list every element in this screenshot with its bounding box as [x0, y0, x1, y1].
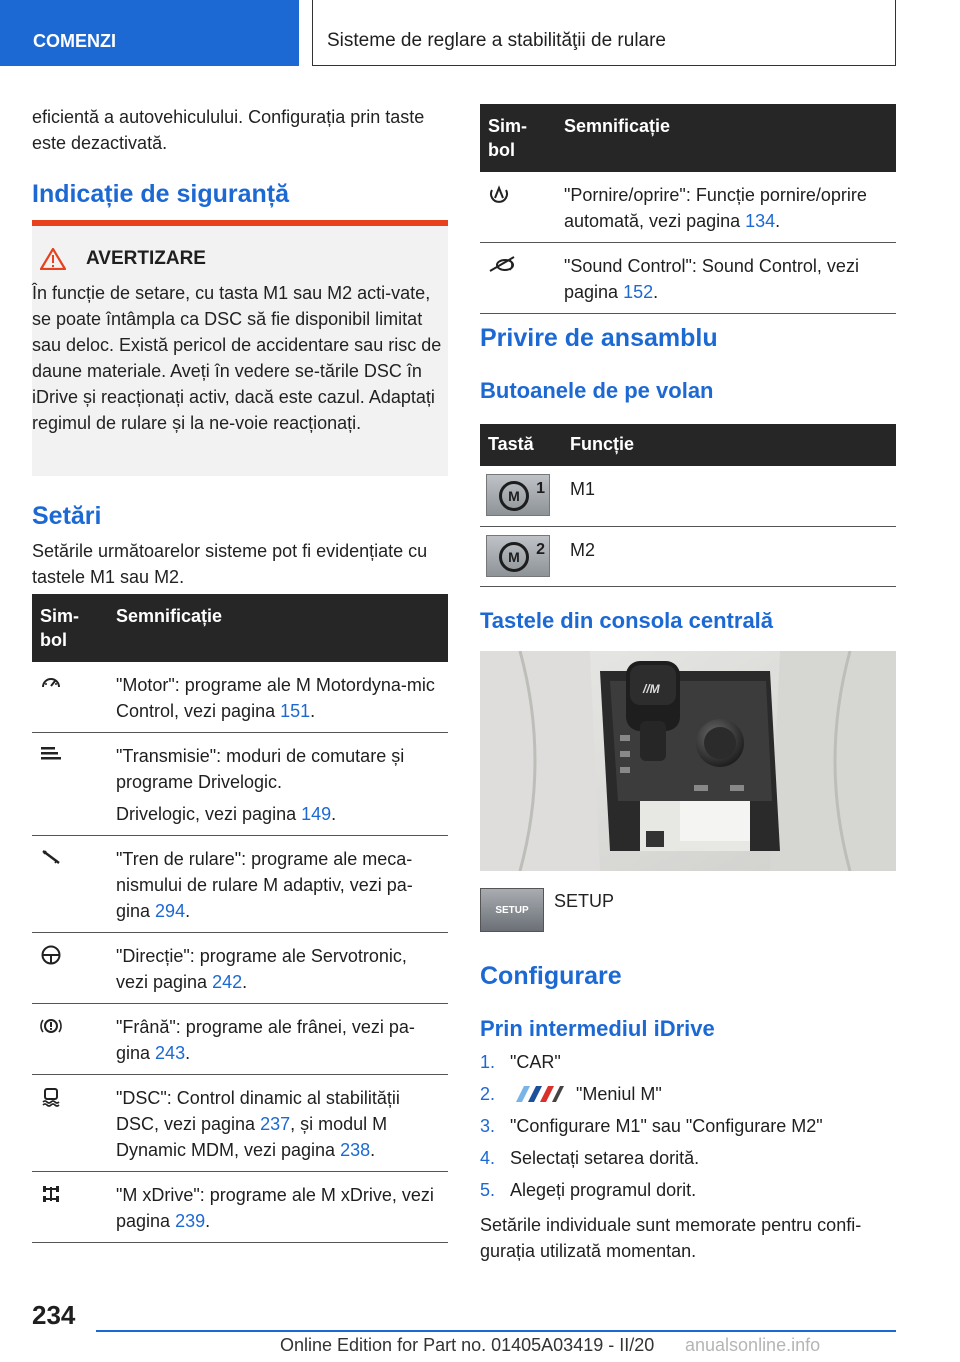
table-row	[32, 933, 448, 1004]
settings-intro: Setările următoarelor sisteme pot fi evidențiate cu tastele M1 sau M2.	[32, 541, 428, 587]
step-number: 5.	[480, 1180, 496, 1200]
dsc-icon	[40, 1087, 62, 1107]
row-text-continued: , și modul M Dynamic MDM, vezi pagina	[116, 1114, 388, 1160]
page-link[interactable]: 238	[340, 1140, 371, 1160]
step-number: 3.	[480, 1116, 496, 1136]
overview-heading: Privire de ansamblu	[480, 324, 718, 352]
steering-buttons-heading: Butoanele de pe volan	[480, 378, 714, 403]
brake-icon	[40, 1016, 62, 1036]
steering-icon	[40, 945, 62, 965]
configuration-heading: Configurare	[480, 962, 622, 990]
page-link[interactable]: 237	[260, 1114, 291, 1134]
symbol-column-header: Sim‐bol	[32, 594, 108, 662]
row-text: "Motor": programe ale M Motordyna‐mic Control, vezi pagina	[116, 675, 435, 721]
page-link[interactable]: 239	[175, 1211, 206, 1231]
settings-heading: Setări	[32, 502, 102, 530]
symbol-cell	[32, 1172, 108, 1243]
row-suffix: .	[205, 1211, 211, 1231]
page-link[interactable]: 134	[745, 211, 776, 231]
symbol-cell	[480, 243, 556, 314]
meaning-cell	[108, 933, 448, 1004]
chapter-title: Sisteme de reglare a stabilităţii de rulare	[312, 0, 896, 66]
row-subtext	[116, 801, 442, 827]
row-text: "DSC": Control dinamic al stabilității DSC, vezi pagina	[116, 1088, 400, 1134]
table-row	[480, 526, 896, 586]
row-suffix: .	[185, 1043, 191, 1063]
list-item	[480, 1142, 896, 1174]
xdrive-icon	[40, 1184, 62, 1204]
watermark: anualsonline.info	[685, 1335, 821, 1355]
row-suffix: .	[370, 1140, 376, 1160]
table-row	[32, 733, 448, 836]
step-text: "Meniul M"	[576, 1084, 662, 1104]
key-cell	[480, 526, 562, 586]
keys-table-wrapper	[480, 424, 896, 587]
row-text: "M xDrive": programe ale M xDrive, vezi pagina	[116, 1185, 434, 1231]
table-row	[32, 1172, 448, 1243]
row-suffix: .	[331, 804, 337, 824]
symbol-cell	[480, 172, 556, 243]
row-text: "Tren de rulare": programe ale meca‐nismului de rulare M adaptiv, vezi pa‐gina	[116, 849, 413, 921]
table-row	[32, 836, 448, 933]
auto-start-stop-icon	[488, 184, 510, 204]
section-tab[interactable]: COMENZI	[0, 0, 299, 66]
row-text: "Sound Control": Sound Control, vezi pagina	[564, 256, 859, 302]
setup-button-icon: SETUP	[480, 888, 544, 932]
center-console-photo	[480, 651, 896, 871]
idrive-heading: Prin intermediul iDrive	[480, 1016, 715, 1041]
row-text: "Direcție": programe ale Servotronic, vezi pagina	[116, 946, 407, 992]
m1-letter: M	[499, 481, 529, 511]
step-text: "Configurare M1" sau "Configurare M2"	[510, 1116, 823, 1136]
transmission-icon	[40, 745, 62, 763]
step-text: Alegeți programul dorit.	[510, 1180, 697, 1200]
page-link[interactable]: 151	[280, 701, 311, 721]
symbol-cell	[32, 1075, 108, 1172]
key-cell	[480, 466, 562, 526]
table-row	[480, 243, 896, 314]
svg-text://M: //M	[643, 682, 660, 696]
function-cell: M1	[562, 466, 896, 526]
setup-label: SETUP	[554, 891, 615, 911]
meaning-cell	[556, 172, 896, 243]
key-column-header: Tastă	[480, 424, 562, 466]
page-link[interactable]: 242	[212, 972, 243, 992]
step-text: "CAR"	[510, 1052, 561, 1072]
page-link[interactable]: 243	[155, 1043, 186, 1063]
step-number: 1.	[480, 1052, 496, 1072]
row-suffix: .	[185, 901, 191, 921]
settings-table-wrapper	[32, 594, 448, 1243]
warning-title: AVERTIZARE	[86, 248, 206, 269]
meaning-cell	[556, 243, 896, 314]
safety-heading: Indicație de siguranță	[32, 180, 290, 208]
meaning-cell	[108, 836, 448, 933]
row-text: "Frână": programe ale frânei, vezi pa‐gina	[116, 1017, 415, 1063]
row-suffix: .	[310, 701, 316, 721]
page-link[interactable]: 149	[301, 804, 332, 824]
symbol-cell	[32, 1004, 108, 1075]
list-item	[480, 1174, 896, 1206]
center-console-illustration	[480, 651, 896, 871]
step-number: 4.	[480, 1148, 496, 1168]
m1-number: 1	[536, 480, 545, 497]
warning-title-row	[40, 248, 206, 270]
footer-divider	[96, 1330, 896, 1332]
m2-number: 2	[536, 540, 545, 558]
table-row	[480, 172, 896, 243]
meaning-column-header: Semnificație	[108, 594, 448, 662]
table-row	[32, 1075, 448, 1172]
chassis-icon	[40, 848, 62, 866]
table-row	[32, 1004, 448, 1075]
symbol-column-header: Sim‐bol	[480, 104, 556, 172]
keys-table	[480, 424, 896, 587]
function-column-header: Funcție	[562, 424, 896, 466]
meaning-column-header: Semnificație	[556, 104, 896, 172]
page-number: 234	[32, 1300, 76, 1330]
warning-triangle-icon	[40, 248, 66, 270]
list-item	[480, 1046, 896, 1078]
table-row	[480, 466, 896, 526]
console-heading: Tastele din consola centrală	[480, 608, 774, 633]
symbol-cell	[32, 733, 108, 836]
m2-letter: M	[499, 542, 529, 572]
row-text: "Pornire/oprire": Funcție pornire/oprire automată, vezi pagina	[564, 185, 867, 231]
warning-body: În funcție de setare, cu tasta M1 sau M2 acti‐vate, se poate întâmpla ca DSC să fie disponibil limitat sau deloc. Există pericol de accidentare sau risc de daune materiale. Aveți în vedere se‐tările DSC în iDrive și reacționați activ, dacă este cazul. Adaptați regimul de rulare și la ne‐voie reacționați.	[32, 283, 442, 433]
warning-box	[32, 220, 448, 476]
step-number: 2.	[480, 1084, 496, 1104]
meaning-cell	[108, 1172, 448, 1243]
row-suffix: .	[775, 211, 781, 231]
sound-control-icon	[488, 255, 518, 273]
closing-paragraph: Setările individuale sunt memorate pentru confi‐gurația utilizată momentan.	[480, 1215, 862, 1261]
continued-settings-table	[480, 104, 896, 314]
page-link[interactable]: 294	[155, 901, 186, 921]
meaning-cell	[108, 662, 448, 733]
setup-button-image-wrapper	[480, 888, 544, 932]
table-row	[32, 662, 448, 733]
edition-text: Online Edition for Part no. 01405A03419 - II/20	[280, 1335, 655, 1355]
row-subtext-label: Drivelogic, vezi pagina	[116, 804, 302, 824]
step-text: Selectați setarea dorită.	[510, 1148, 700, 1168]
meaning-cell	[108, 1075, 448, 1172]
settings-table	[32, 594, 448, 1243]
m2-button-icon	[486, 535, 550, 577]
list-item	[480, 1110, 896, 1142]
page-link[interactable]: 152	[623, 282, 654, 302]
symbol-cell	[32, 836, 108, 933]
row-suffix: .	[653, 282, 659, 302]
symbol-cell	[32, 662, 108, 733]
steps-list	[480, 1046, 896, 1206]
symbol-cell	[32, 933, 108, 1004]
m1-button-icon	[486, 474, 550, 516]
list-item	[480, 1078, 896, 1110]
meaning-cell	[108, 733, 448, 836]
row-suffix: .	[242, 972, 248, 992]
row-text: "Transmisie": moduri de comutare și programe Drivelogic.	[116, 746, 405, 792]
continued-table-wrapper	[480, 104, 896, 314]
function-cell: M2	[562, 526, 896, 586]
engine-icon	[40, 674, 62, 692]
m-menu-logo-icon	[510, 1084, 566, 1104]
intro-paragraph: eficientă a autovehiculului. Configurația prin taste este dezactivată.	[32, 107, 425, 153]
meaning-cell	[108, 1004, 448, 1075]
